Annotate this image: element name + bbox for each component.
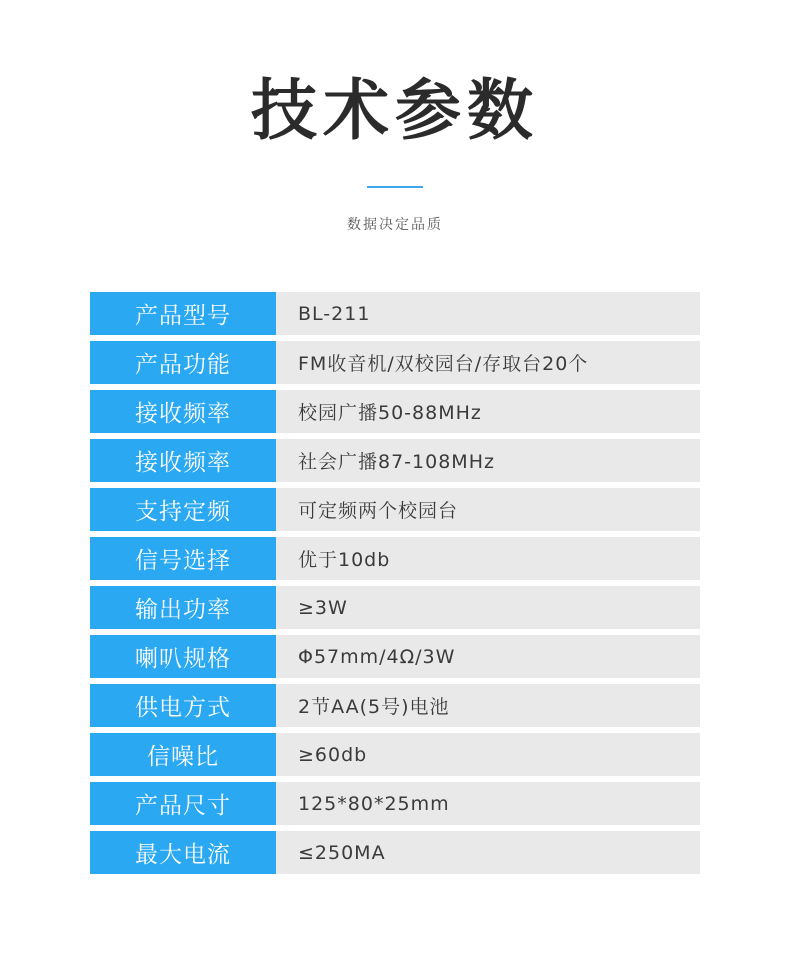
spec-table xyxy=(90,292,700,874)
spec-label: 喇叭规格 xyxy=(90,635,276,678)
spec-label: 接收频率 xyxy=(90,439,276,482)
table-row xyxy=(90,390,700,433)
spec-label: 信号选择 xyxy=(90,537,276,580)
spec-label: 支持定频 xyxy=(90,488,276,531)
spec-label: 信噪比 xyxy=(90,733,276,776)
table-row xyxy=(90,635,700,678)
spec-value: 125*80*25mm xyxy=(276,782,700,825)
title-divider-wrap xyxy=(0,186,790,188)
spec-value: ≤250MA xyxy=(276,831,700,874)
page-title: 技术参数 xyxy=(251,72,539,149)
spec-value: 2节AA(5号)电池 xyxy=(276,684,700,727)
spec-label: 产品功能 xyxy=(90,341,276,384)
table-row xyxy=(90,684,700,727)
spec-label: 接收频率 xyxy=(90,390,276,433)
spec-value: 校园广播50-88MHz xyxy=(276,390,700,433)
spec-value: 可定频两个校园台 xyxy=(276,488,700,531)
spec-label: 产品型号 xyxy=(90,292,276,335)
table-row xyxy=(90,341,700,384)
table-row xyxy=(90,831,700,874)
table-row xyxy=(90,488,700,531)
table-row xyxy=(90,733,700,776)
spec-value: 社会广播87-108MHz xyxy=(276,439,700,482)
spec-label: 产品尺寸 xyxy=(90,782,276,825)
spec-label: 输出功率 xyxy=(90,586,276,629)
table-row xyxy=(90,292,700,335)
page-subtitle: 数据决定品质 xyxy=(347,216,443,232)
table-row xyxy=(90,586,700,629)
spec-value: 优于10db xyxy=(276,537,700,580)
title-divider xyxy=(367,186,423,188)
spec-value: Φ57mm/4Ω/3W xyxy=(276,635,700,678)
spec-value: FM收音机/双校园台/存取台20个 xyxy=(276,341,700,384)
spec-value: BL-211 xyxy=(276,292,700,335)
spec-value: ≥60db xyxy=(276,733,700,776)
table-row xyxy=(90,782,700,825)
spec-value: ≥3W xyxy=(276,586,700,629)
table-row xyxy=(90,439,700,482)
spec-label: 最大电流 xyxy=(90,831,276,874)
spec-label: 供电方式 xyxy=(90,684,276,727)
table-row xyxy=(90,537,700,580)
